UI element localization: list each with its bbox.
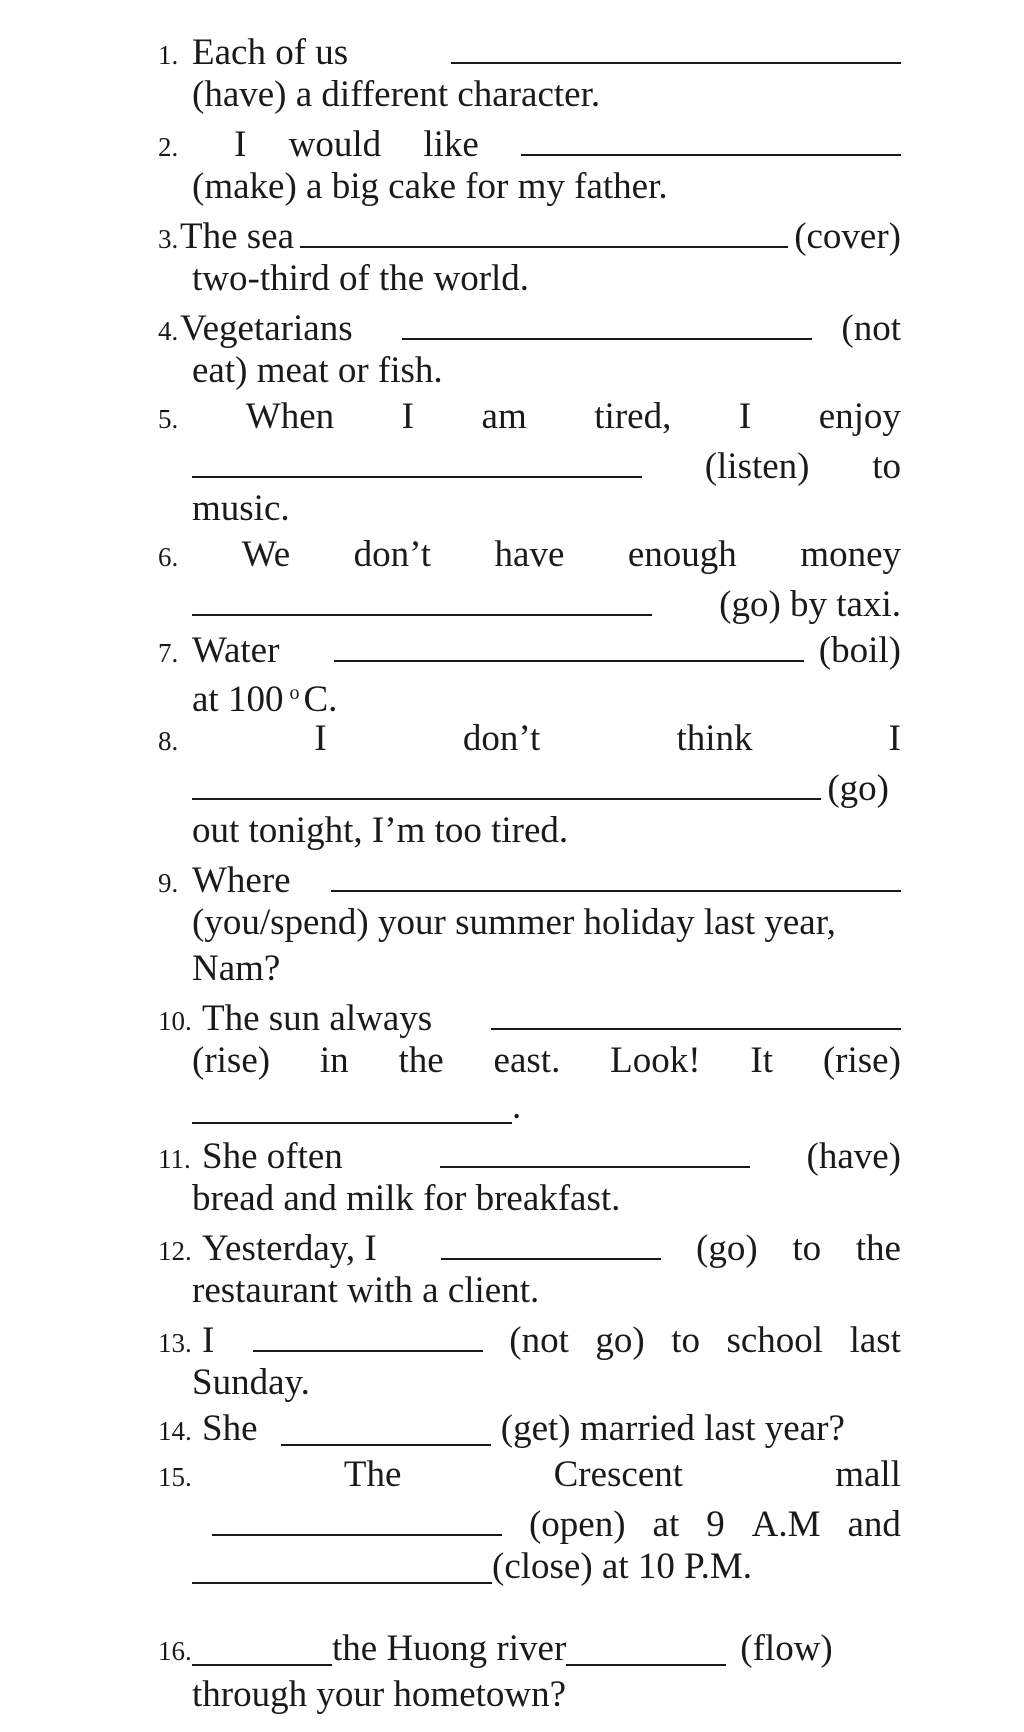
item-number: 12. xyxy=(158,1236,192,1266)
item-text: The sea xyxy=(180,216,295,257)
item-14-line-1 xyxy=(158,1406,901,1452)
verb-hint: (boil) xyxy=(818,630,901,671)
item-word: the xyxy=(855,1228,901,1269)
verb-hint: (listen) xyxy=(704,446,810,487)
item-word: and xyxy=(847,1504,901,1545)
item-word: The xyxy=(343,1454,402,1495)
item-text: The sun always xyxy=(202,998,433,1039)
item-text: (get) married last year? xyxy=(500,1408,845,1449)
item-word: at xyxy=(652,1504,680,1545)
answer-blank[interactable] xyxy=(281,1408,491,1446)
item-7-line-1 xyxy=(158,624,901,670)
item-word: east. xyxy=(493,1040,561,1081)
item-text: Yesterday, I xyxy=(202,1228,377,1269)
item-word: in xyxy=(319,1040,349,1081)
item-number: 6. xyxy=(158,542,179,572)
item-4-line-1 xyxy=(158,302,901,348)
answer-blank[interactable] xyxy=(192,762,821,800)
item-10-line-1 xyxy=(158,992,901,1038)
item-word: have xyxy=(494,534,565,575)
item-text: restaurant with a client. xyxy=(192,1270,540,1311)
item-3-line-1 xyxy=(158,210,901,256)
item-word: Look! xyxy=(610,1040,701,1081)
item-text: . xyxy=(512,1086,522,1127)
item-text: (go) by taxi. xyxy=(719,584,901,625)
item-word: enough xyxy=(627,534,737,575)
item-text: (have) a different character. xyxy=(192,74,601,115)
verb-hint: (cover) xyxy=(794,216,901,257)
answer-blank[interactable] xyxy=(192,440,642,478)
item-1-line-2 xyxy=(158,72,901,118)
answer-blank[interactable] xyxy=(441,1222,661,1260)
item-word: don’t xyxy=(353,534,432,575)
item-text: Each of us xyxy=(192,32,349,73)
answer-blank[interactable] xyxy=(440,1130,750,1168)
item-text: bread and milk for breakfast. xyxy=(192,1178,621,1219)
answer-blank[interactable] xyxy=(491,992,901,1030)
item-number: 15. xyxy=(158,1462,192,1492)
item-6-line-2 xyxy=(158,578,901,624)
item-4-line-2 xyxy=(158,348,901,394)
item-text: (close) at 10 P.M. xyxy=(492,1546,752,1587)
item-text: out tonight, I’m too tired. xyxy=(192,810,569,851)
item-13-line-2 xyxy=(158,1360,901,1406)
verb-hint: (go) xyxy=(827,768,889,809)
item-word: school xyxy=(726,1320,824,1361)
item-16-line-2 xyxy=(158,1672,901,1718)
answer-blank[interactable] xyxy=(192,1628,332,1666)
item-word: mall xyxy=(835,1454,901,1495)
answer-blank[interactable] xyxy=(253,1314,483,1352)
item-number: 14. xyxy=(158,1416,192,1446)
item-number: 5. xyxy=(158,404,179,434)
item-number: 1. xyxy=(158,40,179,70)
item-number: 16. xyxy=(158,1636,192,1666)
item-word: I xyxy=(888,718,901,759)
item-word: I xyxy=(314,718,327,759)
item-number: 7. xyxy=(158,638,179,668)
item-text: music. xyxy=(192,488,290,529)
item-text: Where xyxy=(192,860,291,901)
item-number: 3. xyxy=(158,224,179,254)
item-number: 10. xyxy=(158,1006,192,1036)
item-word: last xyxy=(849,1320,901,1361)
item-11-line-2 xyxy=(158,1176,901,1222)
item-text: I xyxy=(202,1320,215,1361)
item-word: tired, xyxy=(594,396,672,437)
item-word: A.M xyxy=(751,1504,821,1545)
item-12-line-1 xyxy=(158,1222,901,1268)
answer-blank[interactable] xyxy=(402,302,812,340)
item-5-line-2 xyxy=(158,440,901,486)
item-text: eat) meat or fish. xyxy=(192,350,443,391)
item-word: I xyxy=(401,396,414,437)
verb-hint: (go) xyxy=(696,1228,758,1269)
item-word: like xyxy=(423,124,479,165)
verb-hint: (rise) xyxy=(822,1040,901,1081)
item-text: Nam? xyxy=(192,948,281,989)
item-text: She xyxy=(202,1408,258,1449)
item-text: Vegetarians xyxy=(180,308,353,349)
item-number: 13. xyxy=(158,1328,192,1358)
item-word: It xyxy=(750,1040,774,1081)
item-word: 9 xyxy=(706,1504,725,1545)
verb-hint: (have) xyxy=(806,1136,901,1177)
answer-blank[interactable] xyxy=(331,854,901,892)
item-16-line-1 xyxy=(158,1626,901,1672)
item-10-line-3 xyxy=(158,1084,901,1130)
item-9-line-2 xyxy=(158,900,901,946)
item-word: think xyxy=(676,718,753,759)
item-5-line-3 xyxy=(158,486,901,532)
item-word: I xyxy=(738,396,752,437)
item-9-line-1 xyxy=(158,854,901,900)
answer-blank[interactable] xyxy=(192,1546,492,1584)
item-number: 2. xyxy=(158,132,179,162)
item-5-line-1 xyxy=(158,394,901,440)
answer-blank[interactable] xyxy=(521,118,901,156)
item-word: the xyxy=(398,1040,444,1081)
item-word: am xyxy=(481,396,527,437)
item-text: (you/spend) your summer holiday last year, xyxy=(192,902,836,943)
verb-hint: (not xyxy=(841,308,901,349)
verb-hint: (not xyxy=(509,1320,569,1361)
item-number: 11. xyxy=(158,1144,191,1174)
item-11-line-1 xyxy=(158,1130,901,1176)
item-8-line-3 xyxy=(158,808,901,854)
item-word: to xyxy=(792,1228,822,1269)
item-text: through your hometown? xyxy=(192,1674,567,1715)
item-2-line-2 xyxy=(158,164,901,210)
item-word: to xyxy=(671,1320,700,1361)
item-number: 8. xyxy=(158,726,179,756)
item-word: money xyxy=(800,534,901,575)
answer-blank[interactable] xyxy=(451,26,901,64)
answer-blank[interactable] xyxy=(300,210,788,248)
item-10-line-2 xyxy=(158,1038,901,1084)
item-9-line-3 xyxy=(158,946,901,992)
item-1-line-1 xyxy=(158,26,901,72)
item-8-line-1 xyxy=(158,716,901,762)
item-word: I xyxy=(234,124,247,165)
exercise-sheet xyxy=(158,26,901,1718)
item-text: C. xyxy=(303,679,338,720)
item-text: Water xyxy=(192,630,280,671)
answer-blank[interactable] xyxy=(334,624,804,662)
item-text: at 100 xyxy=(192,679,284,720)
item-12-line-2 xyxy=(158,1268,901,1314)
verb-hint: (open) xyxy=(528,1504,626,1545)
answer-blank[interactable] xyxy=(192,1086,512,1124)
item-word: We xyxy=(241,534,291,575)
item-13-line-1 xyxy=(158,1314,901,1360)
item-15-line-2 xyxy=(158,1498,901,1544)
degree-symbol: o xyxy=(289,682,300,704)
item-3-line-2 xyxy=(158,256,901,302)
item-2-line-1 xyxy=(158,118,901,164)
item-text: Sunday. xyxy=(192,1362,310,1403)
item-text: two-third of the world. xyxy=(192,258,530,299)
answer-blank[interactable] xyxy=(212,1498,502,1536)
item-word: don’t xyxy=(462,718,541,759)
item-number: 9. xyxy=(158,868,179,898)
item-8-line-2 xyxy=(158,762,901,808)
item-7-line-2 xyxy=(158,670,901,720)
item-text: She often xyxy=(202,1136,343,1177)
item-number: 4. xyxy=(158,316,179,346)
verb-hint: (flow) xyxy=(740,1628,833,1669)
verb-hint: go) xyxy=(595,1320,645,1361)
item-word: would xyxy=(288,124,382,165)
answer-blank[interactable] xyxy=(566,1628,726,1666)
item-word: enjoy xyxy=(818,396,901,437)
item-word: to xyxy=(872,446,901,487)
item-word: Crescent xyxy=(553,1454,684,1495)
item-15-line-1 xyxy=(158,1452,901,1498)
item-text: (make) a big cake for my father. xyxy=(192,166,668,207)
item-6-line-1 xyxy=(158,532,901,578)
item-word: When xyxy=(245,396,335,437)
item-15-line-3 xyxy=(158,1544,901,1590)
item-text: the Huong river xyxy=(332,1628,567,1669)
verb-hint: (rise) xyxy=(192,1040,271,1081)
answer-blank[interactable] xyxy=(192,578,652,616)
